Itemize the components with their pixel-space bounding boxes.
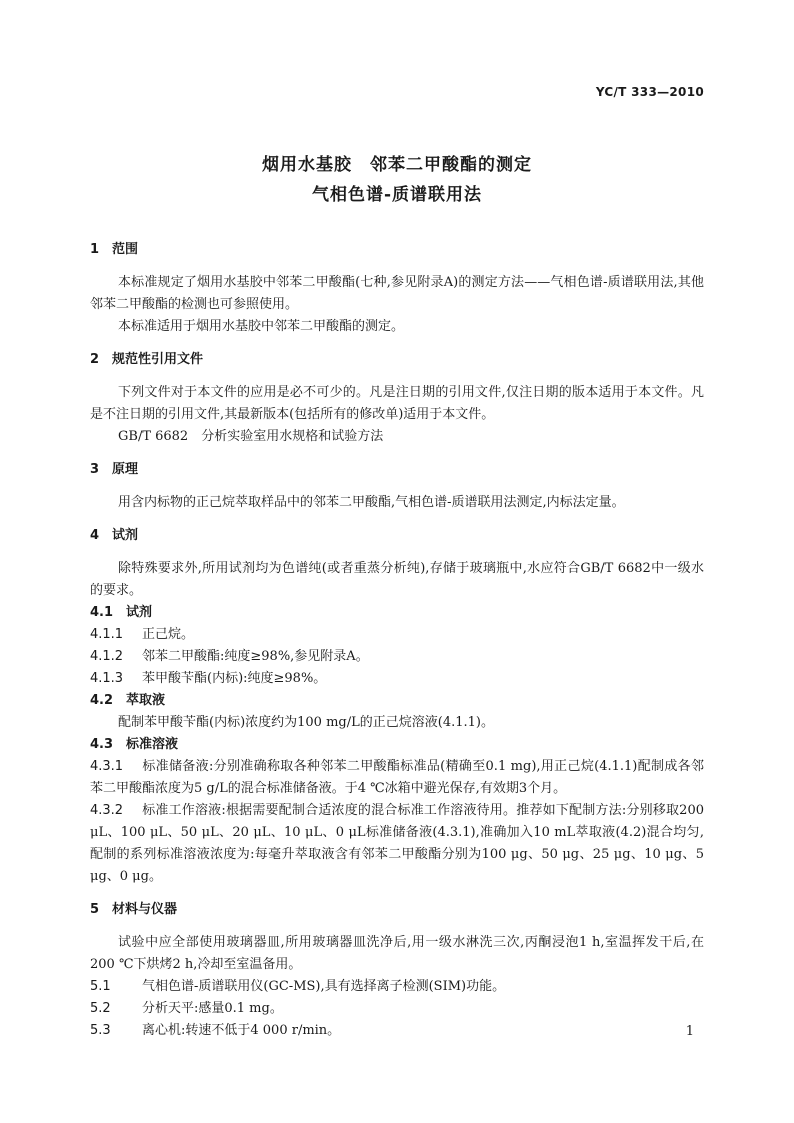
clause-text: 离心机:转速不低于4 000 r/min。 <box>142 1023 341 1038</box>
clause-item <box>90 998 704 1020</box>
clause-item <box>90 800 704 888</box>
paragraph: 用含内标物的正己烷萃取样品中的邻苯二甲酸酯,气相色谱-质谱联用法测定,内标法定量。 <box>118 495 625 510</box>
clause-text: 标准工作溶液:根据需要配制合适浓度的混合标准工作溶液待用。推荐如下配制方法:分别移取200 μL、100 μL、50 μL、20 μL、10 μL、0 μL标准储备液(4.3.1),准确加入10 mL萃取液(4.2)混合均匀,配制的系列标准溶液浓度为:每毫升萃取液含有邻苯二甲酸酯分别为100 μg、50 μg、25 μg、10 μg、5 μg、0 μg。 <box>90 803 704 884</box>
section-heading <box>90 240 704 260</box>
section-principle <box>90 460 704 514</box>
clause-number: 5.3 <box>90 1023 111 1038</box>
title-line-1: 烟用水基胶 邻苯二甲酸酯的测定 <box>262 155 532 175</box>
subsection-number: 4.2 <box>90 693 114 708</box>
paragraph: 本标准适用于烟用水基胶中邻苯二甲酸酯的测定。 <box>118 319 405 334</box>
clause-item <box>90 624 704 646</box>
clause-item <box>90 1020 704 1042</box>
clause-item <box>90 976 704 998</box>
section-materials-instruments <box>90 900 704 1042</box>
paragraph: 本标准规定了烟用水基胶中邻苯二甲酸酯(七种,参见附录A)的测定方法——气相色谱-质谱联用法,其他邻苯二甲酸酯的检测也可参照使用。 <box>90 275 704 312</box>
section-number: 1 <box>90 242 100 257</box>
clause-item <box>90 646 704 668</box>
section-title: 材料与仪器 <box>112 902 178 917</box>
clause-text: 苯甲酸苄酯(内标):纯度≥98%。 <box>142 671 327 686</box>
section-number: 5 <box>90 902 100 917</box>
clause-text: 标准储备液:分别准确称取各种邻苯二甲酸酯标准品(精确至0.1 mg),用正己烷(4.1.1)配制成各邻苯二甲酸酯浓度为5 g/L的混合标准储备液。于4 ℃冰箱中避光保存,有效期3个月。 <box>90 759 704 796</box>
document-body <box>90 240 704 1054</box>
subsection-title: 萃取液 <box>126 693 166 708</box>
clause-number: 4.1.2 <box>90 649 124 664</box>
section-heading <box>90 460 704 480</box>
clause-number: 4.3.1 <box>90 759 124 774</box>
section-normative-references <box>90 350 704 448</box>
paragraph: 试验中应全部使用玻璃器皿,所用玻璃器皿洗净后,用一级水淋洗三次,丙酮浸泡1 h,室温挥发干后,在200 ℃下烘烤2 h,冷却至室温备用。 <box>90 935 704 972</box>
section-number: 4 <box>90 528 100 543</box>
section-heading <box>90 900 704 920</box>
section-title: 规范性引用文件 <box>112 352 204 367</box>
section-title: 试剂 <box>112 528 139 543</box>
clause-number: 4.3.2 <box>90 803 124 818</box>
subsection-number: 4.1 <box>90 605 114 620</box>
paragraph: 下列文件对于本文件的应用是必不可少的。凡是注日期的引用文件,仅注日期的版本适用于本文件。凡是不注日期的引用文件,其最新版本(包括所有的修改单)适用于本文件。 <box>90 385 704 422</box>
clause-text: 邻苯二甲酸酯:纯度≥98%,参见附录A。 <box>142 649 369 664</box>
section-heading <box>90 526 704 546</box>
standard-code: YC/T 333—2010 <box>595 85 704 99</box>
page-number: 1 <box>685 1024 694 1039</box>
subsection-title: 试剂 <box>126 605 153 620</box>
clause-number: 5.1 <box>90 979 111 994</box>
subsection-heading <box>90 602 704 624</box>
reference-entry: GB/T 6682 分析实验室用水规格和试验方法 <box>118 429 384 444</box>
subsection-heading <box>90 734 704 756</box>
section-number: 3 <box>90 462 100 477</box>
subsection-heading <box>90 690 704 712</box>
clause-number: 4.1.1 <box>90 627 124 642</box>
clause-item <box>90 756 704 800</box>
section-heading <box>90 350 704 370</box>
subsection-title: 标准溶液 <box>126 737 179 752</box>
clause-text: 分析天平:感量0.1 mg。 <box>142 1001 283 1016</box>
section-title: 原理 <box>112 462 139 477</box>
section-scope <box>90 240 704 338</box>
clause-number: 4.1.3 <box>90 671 124 686</box>
paragraph: 除特殊要求外,所用试剂均为色谱纯(或者重蒸分析纯),存储于玻璃瓶中,水应符合GB/T 6682中一级水的要求。 <box>90 561 704 598</box>
clause-number: 5.2 <box>90 1001 111 1016</box>
document-title <box>0 150 794 210</box>
section-reagents <box>90 526 704 888</box>
subsection-number: 4.3 <box>90 737 114 752</box>
section-number: 2 <box>90 352 100 367</box>
clause-text: 正己烷。 <box>142 627 195 642</box>
paragraph: 配制苯甲酸苄酯(内标)浓度约为100 mg/L的正己烷溶液(4.1.1)。 <box>118 715 494 730</box>
section-title: 范围 <box>112 242 139 257</box>
clause-item <box>90 668 704 690</box>
title-line-2: 气相色谱-质谱联用法 <box>311 185 483 205</box>
clause-text: 气相色谱-质谱联用仪(GC-MS),具有选择离子检测(SIM)功能。 <box>142 979 506 994</box>
